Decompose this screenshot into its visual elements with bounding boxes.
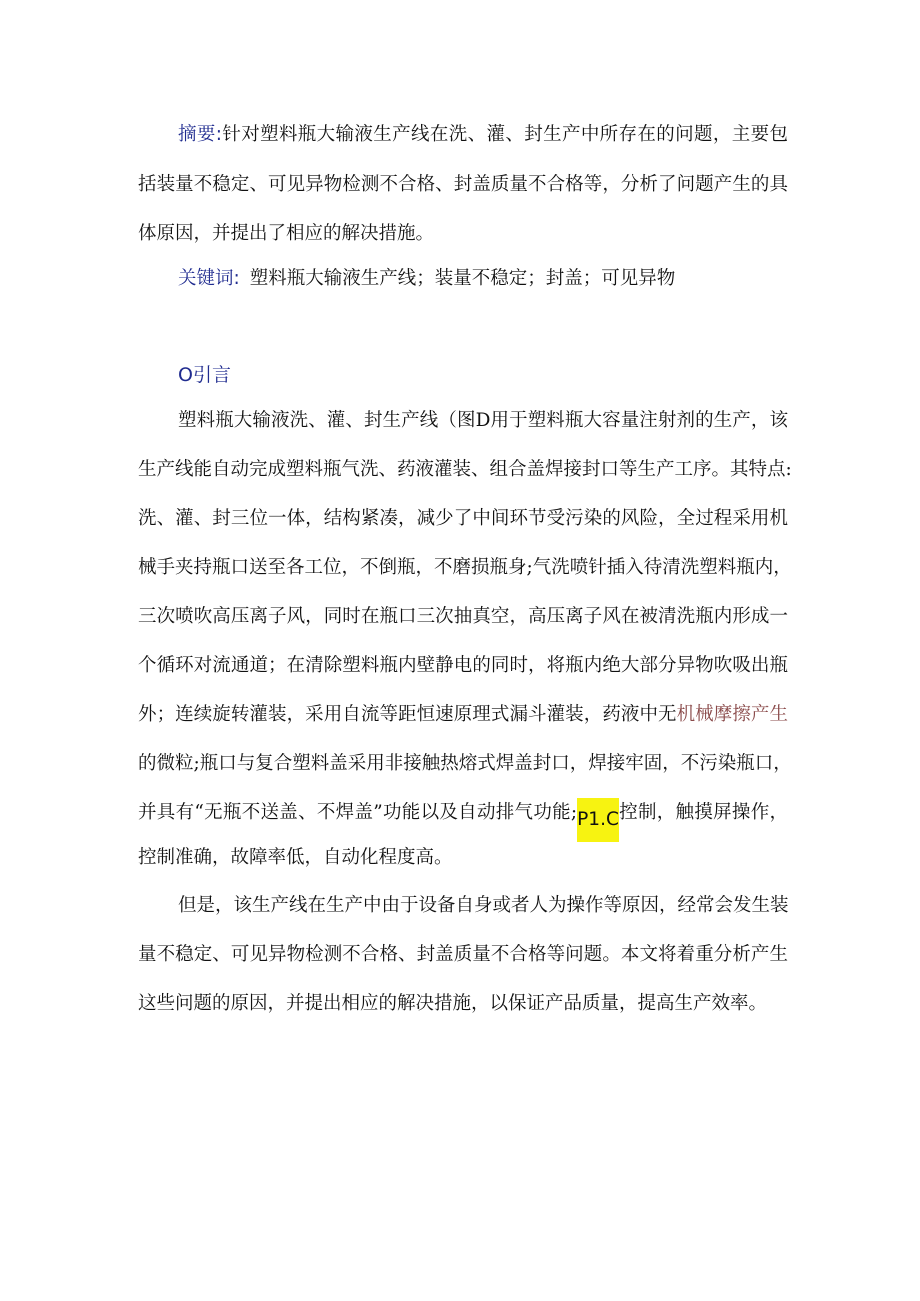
paragraph1-line-7 [138,700,788,730]
abstract-label: 摘要: [178,124,222,145]
paragraph1-text-7a: 外；连续旋转灌装，采用自流等距恒速原理式漏斗灌装，药液中无 [138,704,677,725]
paragraph1-line-10: 控制准确，故障率低，自动化程度高。 [138,847,453,868]
keywords-label: 关键词: [178,268,240,289]
abstract-line-2: 括装量不稳定、可见异物检测不合格、封盖质量不合格等，分析了问题产生的具 [138,174,788,195]
keywords-text: 塑料瓶大输液生产线；装量不稳定；封盖；可见异物 [249,268,676,289]
abstract-line-1 [138,120,788,150]
section-heading: O引言 [178,364,231,386]
paragraph1-text-1: 塑料瓶大输液洗、灌、封生产线（图D用于塑料瓶大容量注射剂的生产，该 [178,410,788,431]
paragraph1-text-7b: 机械摩擦产生 [676,704,788,725]
abstract-text-1: 针对塑料瓶大输液生产线在洗、灌、封生产中所存在的问题，主要包 [221,124,788,145]
paragraph1-line-5: 三次喷吹高压离子风，同时在瓶口三次抽真空，高压离子风在被清洗瓶内形成一 [138,606,788,627]
paragraph2-line-2: 量不稳定、可见异物检测不合格、封盖质量不合格等问题。本文将着重分析产生 [138,944,788,965]
paragraph1-line-4: 械手夹持瓶口送至各工位，不倒瓶，不磨损瓶身;气洗喷针插入待清洗塑料瓶内， [138,557,792,578]
paragraph1-text-9b: 控制，触摸屏操作， [618,802,788,823]
paragraph1-line-8: 的微粒;瓶口与复合塑料盖采用非接触热熔式焊盖封口，焊接牢固，不污染瓶口， [138,753,792,774]
paragraph1-line-6: 个循环对流通道；在清除塑料瓶内壁静电的同时，将瓶内绝大部分异物吹吸出瓶 [138,655,788,676]
paragraph2-text-1: 但是，该生产线在生产中由于设备自身或者人为操作等原因，经常会发生装 [178,895,789,916]
paragraph1-text-9a: 并具有“无瓶不送盖、不焊盖”功能以及自动排气功能; [138,802,578,823]
paragraph1-line-1 [138,406,788,436]
paragraph2-line-3: 这些问题的原因，并提出相应的解决措施，以保证产品质量，提高生产效率。 [138,993,768,1014]
abstract-line-3: 体原因，并提出了相应的解决措施。 [138,223,435,244]
paragraph1-line-9 [138,798,788,842]
paragraph1-line-2: 生产线能自动完成塑料瓶气洗、药液灌装、组合盖焊接封口等生产工序。其特点: [138,459,792,480]
keywords-line [138,264,788,294]
highlighted-plc-text: P1.C [577,798,619,842]
paragraph2-line-1 [138,891,788,921]
paragraph1-line-3: 洗、灌、封三位一体，结构紧凑，减少了中间环节受污染的风险，全过程采用机 [138,508,788,529]
